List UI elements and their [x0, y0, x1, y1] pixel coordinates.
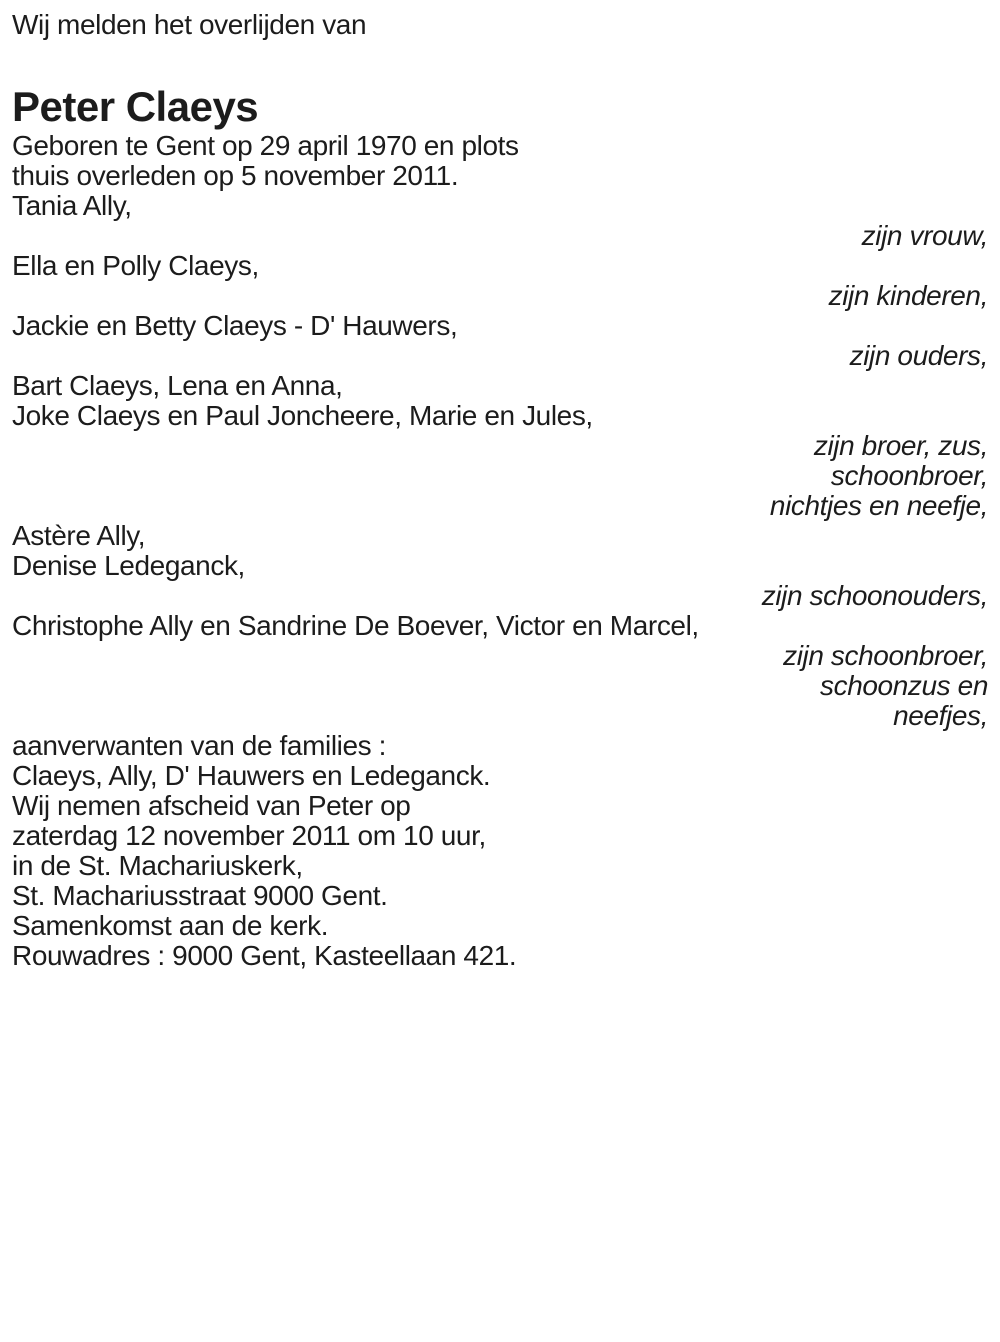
siblings-relation-2: schoonbroer, — [830, 460, 988, 491]
farewell-line-1: Wij nemen afscheid van Peter op — [12, 790, 411, 821]
siblings-names-1: Bart Claeys, Lena en Anna, — [12, 370, 343, 401]
families-names-line: Claeys, Ally, D' Hauwers en Ledeganck. — [12, 760, 491, 791]
birth-death-line-2: thuis overleden op 5 november 2011. — [12, 160, 459, 191]
parents-in-law-names-1: Astère Ally, — [12, 520, 146, 551]
parents-in-law-relation: zijn schoonouders, — [761, 580, 988, 611]
siblings-relation-1: zijn broer, zus, — [813, 430, 988, 461]
families-intro-line: aanverwanten van de families : — [12, 730, 386, 761]
deceased-name: Peter Claeys — [12, 83, 259, 130]
children-names: Ella en Polly Claeys, — [12, 250, 259, 281]
wife-names: Tania Ally, — [12, 190, 132, 221]
siblings-names-2: Joke Claeys en Paul Joncheere, Marie en Jules, — [12, 400, 593, 431]
farewell-line-2: zaterdag 12 november 2011 om 10 uur, — [12, 820, 486, 851]
parents-in-law-names-2: Denise Ledeganck, — [12, 550, 245, 581]
birth-death-line-1: Geboren te Gent op 29 april 1970 en plots — [12, 130, 519, 161]
parents-relation: zijn ouders, — [849, 340, 988, 371]
in-laws-names: Christophe Ally en Sandrine De Boever, Victor en Marcel, — [12, 610, 699, 641]
in-laws-relation-3: neefjes, — [893, 700, 988, 731]
farewell-line-4: St. Machariusstraat 9000 Gent. — [12, 880, 388, 911]
parents-names: Jackie en Betty Claeys - D' Hauwers, — [12, 310, 458, 341]
mourning-address-line: Rouwadres : 9000 Gent, Kasteellaan 421. — [12, 940, 517, 971]
farewell-line-3: in de St. Machariuskerk, — [12, 850, 303, 881]
wife-relation: zijn vrouw, — [861, 220, 988, 251]
children-relation: zijn kinderen, — [828, 280, 988, 311]
in-laws-relation-1: zijn schoonbroer, — [783, 640, 988, 671]
in-laws-relation-2: schoonzus en — [820, 670, 988, 701]
intro-line: Wij melden het overlijden van — [12, 9, 367, 40]
siblings-relation-3: nichtjes en neefje, — [769, 490, 988, 521]
farewell-line-5: Samenkomst aan de kerk. — [12, 910, 329, 941]
